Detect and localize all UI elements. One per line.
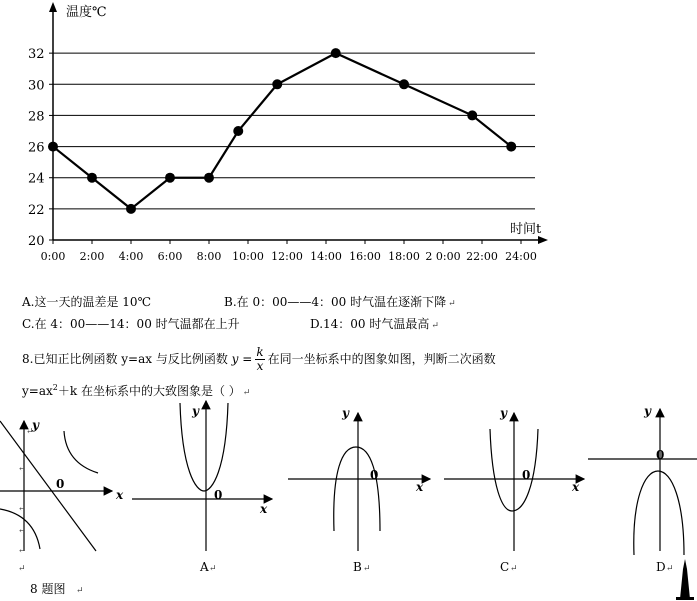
- chart-x-tick-label: 0:00: [40, 250, 66, 263]
- graph-c: [444, 406, 584, 574]
- chart-x-tick-label: 4:00: [118, 250, 144, 263]
- svg-text:↵: ↵: [18, 546, 26, 556]
- svg-text:↵: ↵: [209, 564, 217, 574]
- chart-y-tick-label: 28: [28, 109, 45, 125]
- svg-text:0: 0: [370, 468, 379, 482]
- chart-y-tick-label: 26: [28, 140, 45, 156]
- chart-x-ticks: [41, 240, 537, 263]
- graph-c-label: C: [500, 560, 510, 574]
- chart-x-tick-label: 2:00: [79, 250, 105, 263]
- chart-point: [399, 79, 409, 89]
- option-b: B.在 0：00——4：00 时气温在逐渐下降 ↵: [224, 295, 456, 309]
- svg-text:↵: ↵: [666, 564, 674, 574]
- chart-y-tick-label: 30: [28, 78, 45, 94]
- svg-text:↵: ↵: [18, 464, 26, 474]
- svg-text:y: y: [342, 406, 349, 420]
- svg-text:0: 0: [656, 448, 665, 462]
- tower-icon: [676, 559, 694, 600]
- question-8-line2: $y=ax^2+k$ 在坐标系中的大致图象是（ ） ↵: [22, 383, 251, 398]
- graph-d: [588, 404, 697, 574]
- graph-b: [288, 406, 430, 574]
- chart-y-tick-label: 20: [28, 234, 45, 249]
- chart-point: [48, 142, 58, 152]
- svg-text:0: 0: [214, 488, 223, 502]
- chart-point: [233, 126, 243, 136]
- fraction-k-over-x: $\frac{k}{x}$: [256, 345, 264, 373]
- svg-text:y: y: [644, 404, 651, 418]
- graph-a: [132, 401, 272, 574]
- figure-8-graph: [0, 418, 124, 574]
- svg-text:y: y: [192, 404, 199, 418]
- chart-point: [331, 48, 341, 58]
- graph-a-label: A: [200, 560, 209, 574]
- chart-x-tick-label: 8:00: [196, 250, 222, 263]
- chart-point: [272, 79, 282, 89]
- chart-y-tick-label: 32: [28, 47, 45, 63]
- chart-point: [506, 142, 516, 152]
- chart-x-tick-label: 2 0:00: [425, 250, 461, 263]
- chart-y-tick-label: 24: [28, 171, 45, 187]
- svg-text:x: x: [572, 480, 580, 494]
- svg-text:x: x: [260, 502, 268, 516]
- chart-x-tick-label: 22:00: [466, 250, 498, 263]
- chart-point: [126, 204, 136, 214]
- chart-x-axis-title: 时间t: [510, 222, 542, 237]
- chart-x-tick-label: 18:00: [388, 250, 420, 263]
- figure-8-label: 8 题图: [30, 582, 66, 596]
- chart-y-axis-title: 温度℃: [66, 5, 107, 20]
- chart-y-tick-label: 22: [28, 202, 45, 218]
- option-a: A.这一天的温差是 10℃: [22, 295, 151, 309]
- chart-x-tick-label: 12:00: [271, 250, 303, 263]
- chart-x-tick-label: 6:00: [157, 250, 183, 263]
- chart-x-tick-label: 14:00: [310, 250, 342, 263]
- svg-text:↵: ↵: [363, 564, 371, 574]
- chart-series-line: [53, 53, 511, 209]
- svg-text:↵: ↵: [18, 564, 26, 574]
- svg-text:0: 0: [56, 477, 65, 491]
- svg-text:↵: ↵: [18, 526, 26, 536]
- svg-text:↵: ↵: [26, 427, 34, 437]
- chart-point: [165, 173, 175, 183]
- chart-x-tick-label: 10:00: [232, 250, 264, 263]
- svg-text:y: y: [32, 418, 39, 432]
- question-8-line1: 8.已知正比例函数 y=ax 与反比例函数 y = $\frac{k}{x}$ 在同一坐标系中的图象如图，判断二次函数: [22, 345, 496, 373]
- graph-b-label: B: [353, 560, 362, 574]
- svg-text:↵: ↵: [510, 564, 518, 574]
- svg-text:x: x: [416, 480, 424, 494]
- svg-text:↵: ↵: [18, 504, 26, 514]
- chart-points: [48, 48, 516, 214]
- chart-x-tick-label: 24:00: [505, 250, 537, 263]
- graph-d-label: D: [656, 560, 666, 574]
- chart-point: [87, 173, 97, 183]
- chart-point: [467, 110, 477, 120]
- chart-x-tick-label: 16:00: [349, 250, 381, 263]
- svg-text:y: y: [500, 406, 507, 420]
- chart-point: [204, 173, 214, 183]
- temperature-chart: [0, 0, 697, 270]
- function-graphs: [0, 391, 697, 601]
- svg-text:↵: ↵: [76, 586, 84, 596]
- chart-axes: [49, 2, 548, 244]
- svg-text:0: 0: [522, 468, 531, 482]
- svg-text:x: x: [116, 488, 124, 502]
- option-d: D.14：00 时气温最高 ↵: [310, 317, 439, 331]
- option-c: C.在 4：00——14：00 时气温都在上升: [22, 317, 240, 331]
